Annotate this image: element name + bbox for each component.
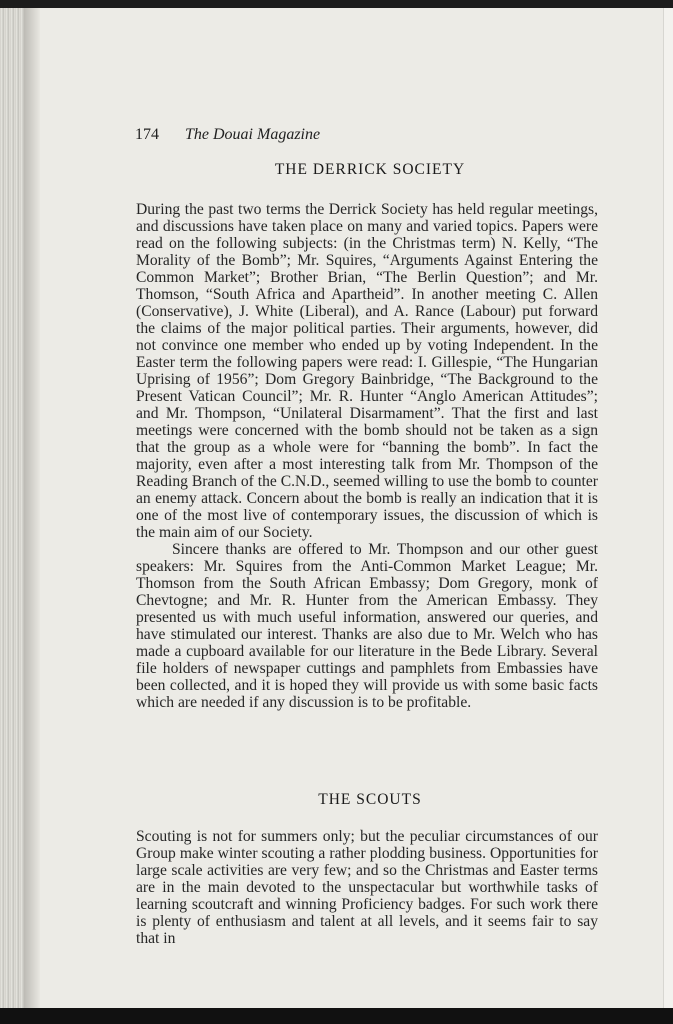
facing-page-edge (663, 8, 673, 1008)
running-header (135, 126, 605, 144)
section-title-derrick-society: THE DERRICK SOCIETY (274, 161, 466, 178)
paragraph: Sincere thanks are offered to Mr. Thompson and our other guest speakers: Mr. Squires from the Anti-Common Market League; Mr. Thomson from the South African Embassy; Dom Gregory, monk of Chevtogne; and Mr. R. Hunter from the American Embassy. They presented us with much useful information, answered our queries, and have stimulated our interest. Thanks are also due to Mr. Welch who has made a cupboard available for our literature in the Bede Library. Several file holders of newspaper cuttings and pamphlets from Embassies have been collected, and it is hoped they will provide us with some basic facts which are needed if any discussion is to be profitable. (136, 541, 598, 711)
paragraph: Scouting is not for summers only; but the peculiar circumstances of our Group make winter scouting a rather plodding business. Opportunities for large scale activities are very few; and so the Christmas and Easter terms are in the main devoted to the unspectacular but worthwhile tasks of learning scoutcraft and winning Proficiency badges. For such work there is plenty of enthusiasm and talent at all levels, and it seems fair to say that in (136, 828, 598, 947)
section-title-scouts: THE SCOUTS (318, 791, 422, 808)
journal-title: The Douai Magazine (185, 126, 321, 143)
page-number: 174 (135, 126, 159, 143)
bottom-shadow (0, 1008, 673, 1024)
page-gutter (24, 8, 40, 1008)
paragraph: During the past two terms the Derrick Society has held regular meetings, and discussions have taken place on many and varied topics. Papers were read on the following subjects: (in the Christmas term) N. Kelly, “The Morality of the Bomb”; Mr. Squires, “Arguments Against Entering the Common Market”; Brother Brian, “The Berlin Question”; and Mr. Thomson, “South Africa and Apartheid”. In another meeting C. Allen (Conservative), J. White (Liberal), and A. Rance (Labour) put forward the claims of the major political parties. Their arguments, however, did not convince one member who ended up by voting Independent. In the Easter term the following papers were read: I. Gillespie, “The Hungarian Uprising of 1956”; Dom Gregory Bainbridge, “The Background to the Present Vatican Council”; Mr. R. Hunter “Anglo American Attitudes”; and Mr. Thompson, “Unilateral Disarmament”. That the first and last meetings were concerned with the bomb should not be taken as a sign that the group as a whole were for “banning the bomb”. In fact the majority, even after a most interesting talk from Mr. Thompson of the Reading Branch of the C.N.D., seemed willing to use the bomb to counter an enemy attack. Concern about the bomb is really an indication that it is one of the most live of contemporary issues, the discussion of which is the main aim of our Society. (136, 201, 598, 541)
section-body-scouts (136, 828, 598, 947)
section-body-derrick-society (136, 201, 598, 711)
